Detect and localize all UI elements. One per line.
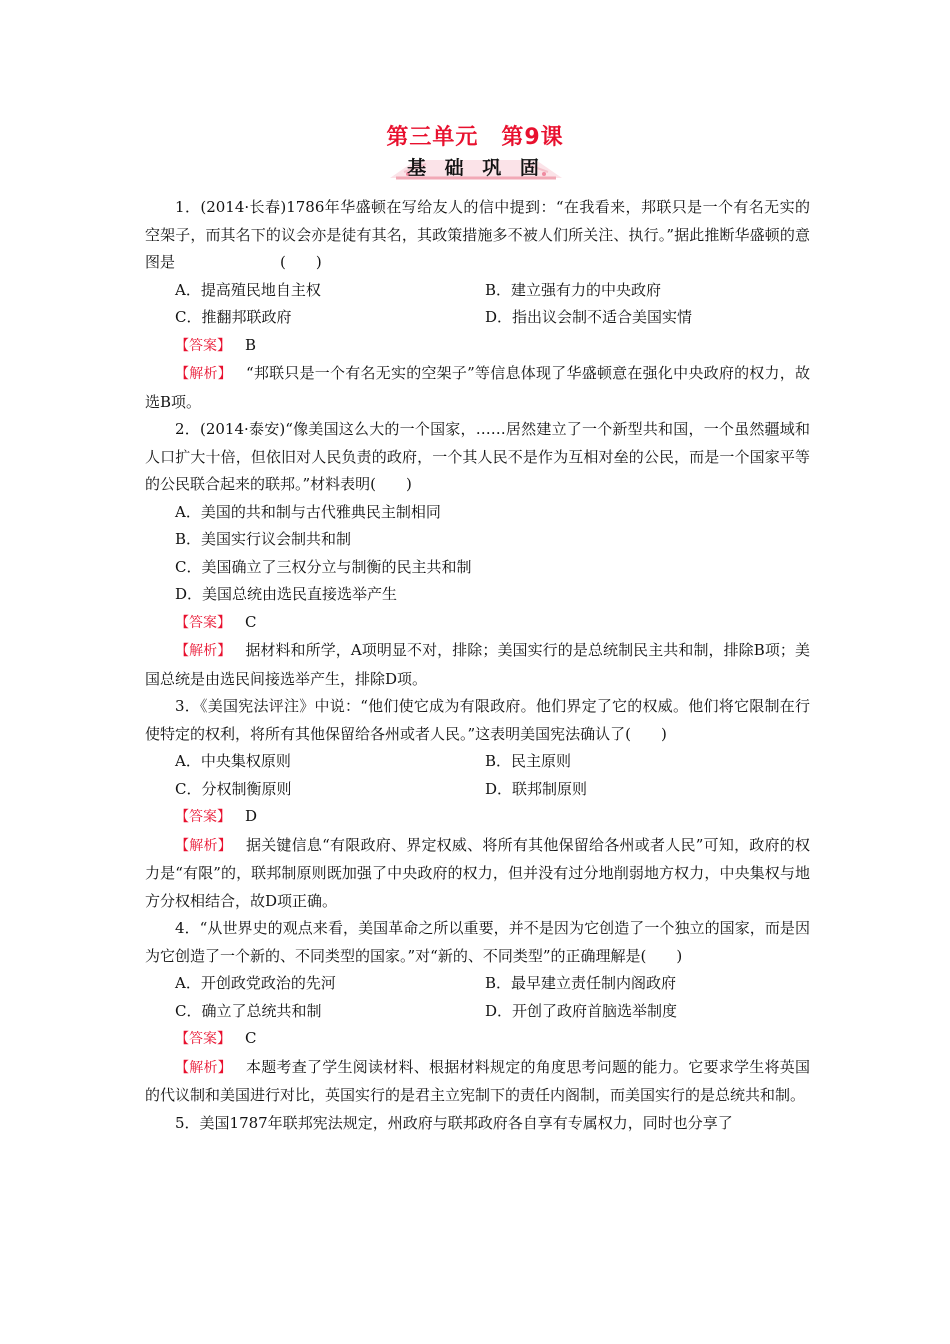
question-4-analysis xyxy=(145,1054,810,1110)
question-4-options-row-1 xyxy=(145,970,810,998)
question-4-stem: 4．“从世界史的观点来看，美国革命之所以重要，并不是因为它创造了一个独立的国家，而是因为它创造了一个新的、不同类型的国家。”对“新的、不同类型”的正确理解是( ) xyxy=(145,919,810,965)
question-1-answer xyxy=(145,332,810,361)
q2-option-c: C．美国确立了三权分立与制衡的民主共和制 xyxy=(175,557,472,576)
q4-option-a: A．开创政党政治的先河 xyxy=(175,974,336,992)
q3-option-c: C．分权制衡原则 xyxy=(175,779,292,798)
question-2-analysis xyxy=(145,637,810,693)
analysis-text: 本题考查了学生阅读材料、根据材料规定的角度思考问题的能力。它要求学生将英国的代议制和美国进行对比，英国实行的是君主立宪制下的责任内阁制，而美国实行的是总统共和制。 xyxy=(145,1057,810,1104)
question-3-answer xyxy=(145,803,810,832)
q3-option-a: A．中央集权原则 xyxy=(175,752,291,770)
analysis-text: “邦联只是一个有名无实的空架子”等信息体现了华盛顿意在强化中央政府的权力，故选B项。 xyxy=(145,364,811,411)
question-3-analysis xyxy=(145,832,810,916)
question-4-answer xyxy=(145,1025,810,1054)
answer-tag: 【答案】 xyxy=(175,614,231,631)
q1-option-b: B．建立强有力的中央政府 xyxy=(485,280,662,299)
question-1-options-row-1 xyxy=(145,277,810,305)
answer-value: C xyxy=(245,1029,257,1047)
q1-option-c: C．推翻邦联政府 xyxy=(175,308,292,326)
answer-value: B xyxy=(245,335,257,354)
analysis-tag: 【解析】 xyxy=(175,643,232,659)
answer-value: D xyxy=(245,807,258,825)
question-5-stem: 5．美国1787年联邦宪法规定，州政府与联邦政府各自享有专属权力，同时也分享了 xyxy=(175,1113,733,1132)
analysis-tag: 【解析】 xyxy=(175,366,232,382)
analysis-text: 据材料和所学，A项明显不对，排除；美国实行的是总统制民主共和制，排除B项；美国总统是由选民间接选举产生，排除D项。 xyxy=(145,641,811,688)
q1-option-d: D．指出议会制不适合美国实情 xyxy=(485,308,693,326)
answer-tag: 【答案】 xyxy=(175,1031,231,1047)
answer-tag: 【答案】 xyxy=(175,809,231,825)
question-2-answer xyxy=(145,609,810,638)
question-1-stem: 1．(2014·长春)1786年华盛顿在写给友人的信中提到：“在我看来，邦联只是一个有名无实的空架子，而其名下的议会亦是徒有其名，其政策措施多不被人们所关注、执行。”据此推断华盛顿的意图是 ( ) xyxy=(145,198,810,271)
question-1-options-row-2 xyxy=(145,304,810,332)
question-1-analysis xyxy=(145,360,810,416)
question-4-options-row-2 xyxy=(145,998,810,1026)
section-banner xyxy=(386,152,566,184)
analysis-tag: 【解析】 xyxy=(175,837,232,854)
question-3-options-row-1 xyxy=(145,748,810,776)
analysis-text: 据关键信息“有限政府、界定权威、将所有其他保留给各州或者人民”可知，政府的权力是“有限”的，联邦制原则既加强了中央政府的权力，但并没有过分地削弱地方权力，中央集权与地方分权相结合，故D项正确。 xyxy=(145,835,811,910)
analysis-tag: 【解析】 xyxy=(175,1059,232,1076)
answer-value: C xyxy=(245,612,257,631)
question-2-stem: 2．(2014·泰安)“像美国这么大的一个国家，……居然建立了一个新型共和国，一个虽然疆域和人口扩大十倍，但依旧对人民负责的政府，一个其人民不是作为互相对垒的公民，而是一个国家平等的公民联合起来的联邦。”材料表明( ) xyxy=(145,420,810,493)
q2-option-d: D．美国总统由选民直接选举产生 xyxy=(175,585,398,603)
q2-option-b: B．美国实行议会制共和制 xyxy=(175,530,352,548)
question-3-options-row-2 xyxy=(145,776,810,804)
q3-option-b: B．民主原则 xyxy=(485,752,572,770)
questions xyxy=(145,194,810,1137)
answer-tag: 【答案】 xyxy=(175,337,231,354)
q4-option-c: C．确立了总统共和制 xyxy=(175,1001,322,1020)
q4-option-d: D．开创了政府首脑选举制度 xyxy=(485,1001,678,1020)
question-3-stem: 3．《美国宪法评注》中说：“他们使它成为有限政府。他们界定了它的权威。他们将它限制在行使特定的权利，将所有其他保留给各州或者人民。”这表明美国宪法确认了( ) xyxy=(145,697,810,743)
section-heading: 基 础 巩 固 xyxy=(407,157,545,179)
page-title: 第三单元 第9课 xyxy=(386,125,564,150)
q2-option-a: A．美国的共和制与古代雅典民主制相同 xyxy=(175,502,441,521)
q4-option-b: B．最早建立责任制内阁政府 xyxy=(485,974,677,992)
q3-option-d: D．联邦制原则 xyxy=(485,779,588,798)
q1-option-a: A．提高殖民地自主权 xyxy=(175,280,321,299)
